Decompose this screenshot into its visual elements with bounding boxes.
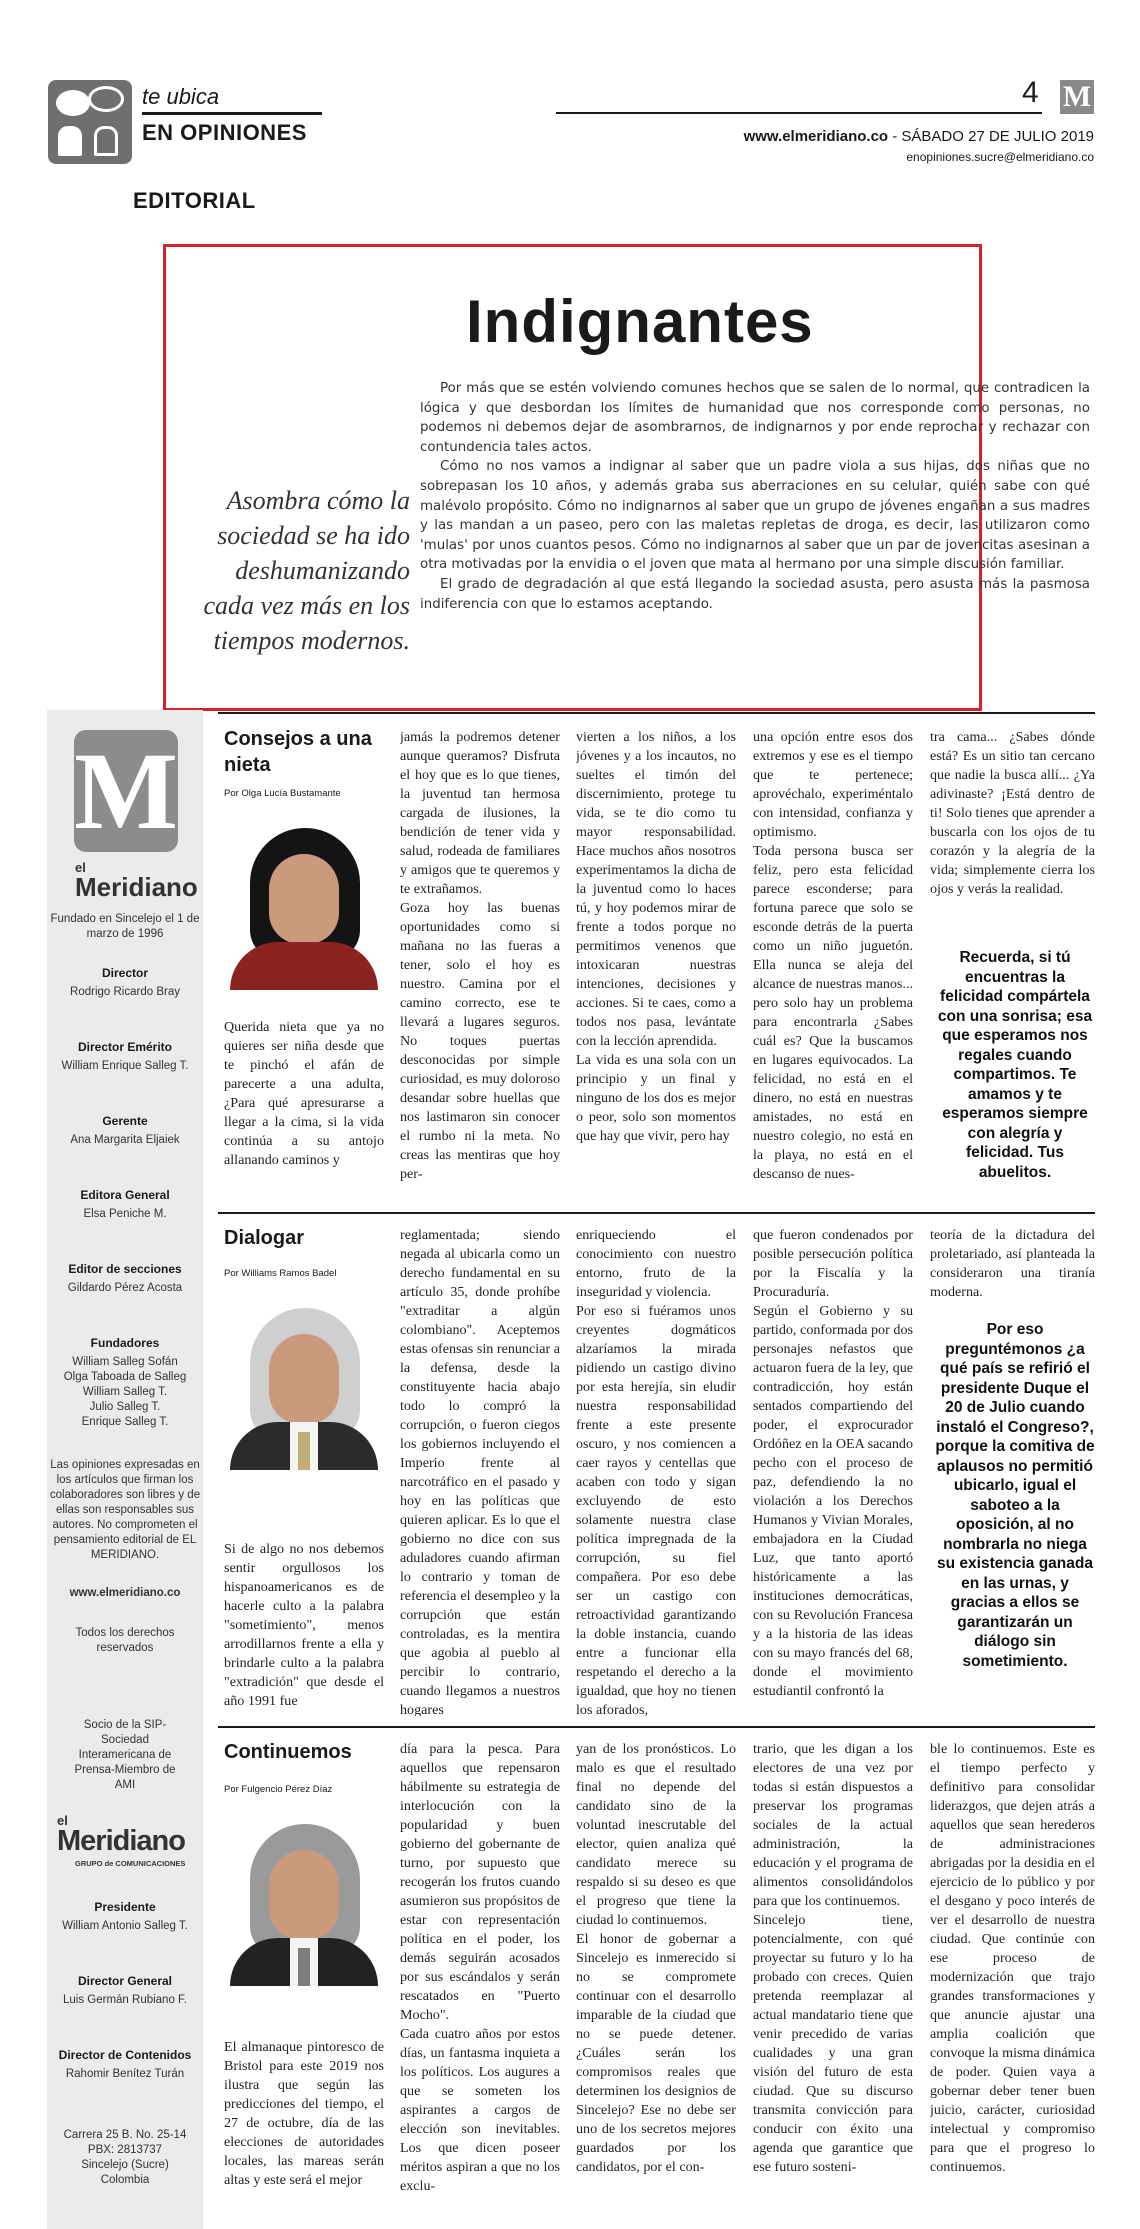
staff-manager	[49, 1114, 201, 1148]
article-byline: Por Fulgencio Pérez Díaz	[224, 1784, 333, 1795]
page-number: 4	[1022, 76, 1039, 109]
page-date-line	[556, 128, 1094, 145]
staff-names: Ana Margarita Eljaiek	[70, 1134, 180, 1146]
site-url[interactable]: www.elmeridiano.co	[743, 128, 889, 145]
staff-role: Presidente	[94, 1900, 156, 1914]
staff-role: Editor de secciones	[68, 1262, 182, 1276]
article-pull-quote: Por eso preguntémonos ¿a qué país se refirió el presidente Duque el 20 de Julio cuando instaló el Congreso?, porque la comitiva de aplausos no permitió ubicarlo, igual el saboteo a la oposición, al no nombrarla no niega su existencia ganada en las urnas, y gracias a ellos se garantizarán un diálogo sin sometimiento.	[935, 1321, 1095, 1670]
staff-director-emeritus	[49, 1040, 201, 1074]
staff-director	[49, 966, 201, 1000]
staff-content-director	[49, 2048, 201, 2082]
article-column: una opción entre esos dos extremos y ese es el tiempo que te pertenece; aprovéchalo, experiméntalo con intensidad, confianza y optimismo. Toda persona busca ser feliz, pero esta felicidad parece esconderse; para fortuna parece que solo se esconde detrás de la puerta como un niño juguetón. Ella nunca se aleja del alcance de nuestras manos... pero solo hay un problema para encontrarla ¿Sabes cuál es? Que la buscamos en lugares equivocados. La felicidad, no está en el dinero, no está en nuestras amistades, no está en nuestro colegio, no está en la playa, no está en el descanso de nues-	[753, 729, 913, 1182]
staff-president	[49, 1900, 201, 1934]
article-title: Consejos a una nieta	[224, 728, 372, 776]
staff-role: Director	[101, 966, 148, 980]
editorial-paragraph: El grado de degradación al que está llegando la sociedad asusta, pero asusta más la pasmosa indiferencia con que lo estamos aceptando.	[420, 576, 1090, 612]
staff-role: Gerente	[102, 1114, 148, 1128]
masthead-website[interactable]: www.elmeridiano.co	[69, 1587, 181, 1599]
staff-role: Fundadores	[90, 1336, 160, 1350]
editorial-paragraph: Por más que se estén volviendo comunes hechos que se salen de lo normal, que contradicen la lógica y que desbordan los límites de humanidad que nos corresponde como personas, no podemos ni debemos dejar de asombrarnos, de indignarnos y por ende reprochar y rechazar con contundencia tales actos.	[420, 381, 1090, 455]
article-column: tra cama... ¿Sabes dónde está? Es un sitio tan cercano que nadie la busca allí... ¿Ya adivinaste? ¡Está dentro de ti! Solo tienes que aprender a buscarla con los ojos de tu corazón y la alegría de la vida; simplemente cierra los ojos y verás la realidad.	[930, 729, 1095, 897]
article-title: Continuemos	[224, 1741, 352, 1763]
staff-section-editor	[49, 1262, 201, 1296]
staff-general-director	[49, 1974, 201, 2008]
newspaper-logo-icon: M	[1060, 80, 1094, 114]
article-pull-quote: Recuerda, si tú encuentras la felicidad compártela con una sonrisa; esa que esperamos nos regales cuando compartimos. Te amamos y te esperamos siempre con alegría y felicidad. Tus abuelitos.	[937, 949, 1093, 1181]
disclaimer: Las opiniones expresadas en los artículos que firman los colaboradores son libres y de ellas son responsables sus autores. No comprometen el pensamiento editorial de EL MERIDIANO.	[49, 1459, 201, 1561]
group-brand-sub: GRUPO de COMUNICACIONES	[75, 1859, 186, 1868]
staff-editor	[49, 1188, 201, 1222]
section-title: EDITORIAL	[133, 188, 256, 213]
tagline-divider	[142, 112, 322, 115]
masthead-brand-prefix: el	[75, 860, 86, 875]
article-column: reglamentada; siendo negada al ubicarla como un derecho fundamental en su artículo 35, donde prohíbe "extraditar a algún colombiano". Aceptemos estas ofensas sin renunciar a la defensa, desde la constituyente hacia abajo todo lo compró la corrupción, o fueron ciegos los gobiernos incluyendo el Imperio frente al narcotráfico en el pasado y hoy en las políticas que quieren aplicar. Es lo que el gobierno no dice con sus aduladores cuando afirman lo contrario y toman de referencia el desempleo y la corrupción que están controladas, es la mentira que agobia al pueblo al percibir lo contrario, cuando llegamos a nuestros hogares	[400, 1227, 560, 1716]
author-photo	[224, 1816, 384, 1986]
article-column: vierten a los niños, a los jóvenes y a los incautos, no sueltes el timón del discernimiento, protege tu vida, se te dio como tu mayor responsabilidad. Hace muchos años nosotros experimentamos la dicha de la juventud como lo haces tú, y hoy podemos mirar de frente a todos porque no permitimos venenos que intoxicaran nuestras intenciones, decisiones y acciones. Si te caes, como a todos nos pasa, levántate con la lección aprendida. La vida es una sola con un principio y un final y ninguno de los dos es mejor o peor, solo son momentos que hay que vivir, pero hay	[576, 729, 736, 1144]
header-rule	[556, 112, 1042, 114]
founded-note: Fundado en Sincelejo el 1 de marzo de 1996	[50, 913, 200, 940]
section-tagline: te ubica	[142, 84, 220, 109]
staff-names: William Antonio Salleg T.	[62, 1920, 188, 1932]
article-column: ble lo continuemos. Este es el tiempo perfecto y definitivo para consolidar liderazgos, que dejen atrás a aquellos que sean herederos de administraciones abrigadas por la desidia en el ejercicio de lo público y por el desgano y poco interés de ver el desarrollo de nuestra ciudad. Que continúe con ese proceso de modernización que trajo grandes transformaciones y que anuncie ajustar una amplia coalición que convoque la misma dinámica de poder. Quien vaya a gobernar deber tener buen juicio, carácter, curiosidad intelectual y compromiso para que el progreso lo continuemos.	[930, 1741, 1095, 2175]
staff-names: Luis Germán Rubiano F.	[62, 1994, 187, 2006]
article-column: Si de algo no nos debemos sentir orgullosos los hispanoamericanos es de hacerle culto a la palabra "sometimiento", menos arrodillarnos frente a ella y brindarle culto a la palabra "extradición" que desde el año 1991 fue	[224, 1541, 384, 1709]
staff-names: Rodrigo Ricardo Bray	[70, 986, 180, 998]
masthead-logo-icon: M	[74, 730, 178, 852]
article-column: día para la pesca. Para aquellos que repensaron hábilmente su estrategia de interlocución con la popularidad y buen gobierno del gobernante de turno, por supuesto que recogerán los frutos cuando asumieron sus propósitos de estar con representación política en el poder, los demás seguirán acosados por sus escándalos y serán rescatados en "Puerto Mocho". Cada cuatro años por estos días, un fantasma inquieta a los políticos. Los augures a que se someten los aspirantes a cargos de elección son inevitables. Los que dicen poseer méritos aspiran a que no los exclu-	[400, 1741, 560, 2194]
staff-names: Elsa Peniche M.	[83, 1208, 167, 1220]
article-column: que fueron condenados por posible persecución política por la Fiscalía y la Procuraduría. Según el Gobierno y su partido, conformada por dos personajes nefastos que actuaron fuera de la ley, que contradicción, hoy están sentados compartiendo del poder, el exprocurador Ordóñez en la OEA sacando pecho con el proceso de paz, defendiendo la no violación a los Derechos Humanos y Vivian Morales, embajadora en la Ciudad Luz, que tanto aportó históricamente a las instituciones democráticas, con su Revolución Francesa y a la historia de las ideas con su mayo francés del 68, donde el movimiento estudiantil confrontó la	[753, 1227, 913, 1699]
staff-role: Director Emérito	[77, 1040, 173, 1054]
staff-names: Rahomir Benítez Turán	[65, 2068, 185, 2080]
masthead-brand-name: Meridiano	[75, 872, 198, 902]
staff-names: Gildardo Pérez Acosta	[67, 1282, 183, 1294]
opinion-section-icon	[48, 80, 132, 164]
staff-names: William Enrique Salleg T.	[61, 1060, 189, 1072]
article-column: trario, que les digan a los electores de una vez por todas si están dispuestos a preservar los programas sociales de la actual administración, la educación y el programa de alimentos consolidándolos para que los continuemos. Sincelejo tiene, potencialmente, con qué proyectar su futuro y lo ha probado con creces. Quien pretenda reemplazar al actual mandatario tiene que venir precedido de varias cualidades y una gran visión del futuro de esta ciudad. Que su discurso transmita convicción para conducir con éxito una agenda que garantice que ese futuro sosteni-	[753, 1741, 913, 2175]
article-column: jamás la podremos detener aunque queramos? Disfruta el hoy que es lo que tienes, la juventud tan hermosa cargada de ilusiones, la bendición de tener vida y salud, rodeada de familiares y amigos que te queremos y te extrañamos. Goza hoy las buenas oportunidades como si mañana no las fueras a tener, solo el hoy es nuestro. Camina por el camino correcto, ese te llevará a lugares seguros. No toques puertas desconocidas por simple curiosidad, es muy doloroso desandar sobre huellas que nos lastimaron sin conocer el rumbo ni la meta. No creas las mentiras que hoy per-	[400, 729, 560, 1182]
article-column: teoría de la dictadura del proletariado, así planteada la consideraron una tiranía moderna.	[930, 1227, 1095, 1300]
group-brand-name: Meridiano	[57, 1825, 185, 1857]
editorial-title: Indignantes	[466, 288, 814, 355]
article-title: Dialogar	[224, 1227, 305, 1249]
author-photo	[224, 1300, 384, 1470]
article-byline: Por Williams Ramos Badel	[224, 1268, 337, 1279]
staff-role: Director de Contenidos	[58, 2048, 192, 2062]
staff-role: Director General	[77, 1974, 173, 1988]
article-column: yan de los pronósticos. Lo malo es que el resultado final no depende del candidato sino de la voluntad inescrutable del elector, quien analiza qué candidato merece su respaldo si su deseo es que el progreso que tiene la ciudad lo continuemos. El honor de gobernar a Sincelejo es inmerecido si no se compromete continuar con el desarrollo imparable de la ciudad que no se puede detener. ¿Cuáles serán los compromisos reales que determinen los designios de Sincelejo? Ese no debe ser uno de los secretos mejores guardados por los candidatos, por el con-	[576, 1741, 736, 2175]
rights-note: Todos los derechos reservados	[75, 1627, 175, 1654]
staff-role: Editora General	[80, 1188, 170, 1202]
editorial-paragraph: Cómo no nos vamos a indignar al saber que un padre viola a sus hijas, dos niñas que no sobrepasan los 10 años, y además graba sus aberraciones en su celular, quién sabe con qué malévolo propósito. Cómo no indignarnos al saber que un grupo de jóvenes engañan a sus madres y las mandan a un paseo, pero con las maletas repletas de droga, es decir, las utilizaron como 'mulas' por unos cuantos pesos. Cómo no indignarnos al saber que un par de jovencitas asesinan a otra motivadas por la envidia o el joven que mata al hermano por una simple discusión familiar.	[420, 459, 1090, 573]
address: Carrera 25 B. No. 25-14 PBX: 2813737 Sincelejo (Sucre) Colombia	[63, 2129, 187, 2186]
article-byline: Por Olga Lucía Bustamante	[224, 788, 341, 799]
author-photo	[224, 820, 384, 990]
article-column: enriqueciendo el conocimiento con nuestro entorno, fruto de la inseguridad y violencia. Por eso si fuéramos unos creyentes dogmáticos alzaríamos la mirada pidiendo un castigo divino por esta herejía, sin eludir nuestra responsabilidad frente a este presente oscuro, y nos comiencen a caer rayos y centellas que acaben con todo y sigan excluyendo de esto solamente nuestra clase política impregnada de la corrupción, su fiel compañera. Por eso debe ser un castigo con retroactividad garantizando la doble instancia, cuando entre a funcionar ella respetando el derecho a la igualdad, que hoy no tienen los aforados,	[576, 1227, 736, 1716]
article-divider	[218, 712, 1095, 714]
masthead-sidebar	[47, 710, 203, 2229]
article-column: El almanaque pintoresco de Bristol para este 2019 nos ilustra que según las predicciones del tiempo, el 27 de octubre, día de las elecciones de autoridades locales, las mareas serán altas y este será el mejor	[224, 2039, 384, 2188]
group-brand-prefix: el	[57, 1813, 68, 1828]
article-column: Querida nieta que ya no quieres ser niña desde que te pinchó el afán de parecerte a una adulta, ¿Para qué apresurarse a llegar a la cima, si la vida continúa a su antojo allanando caminos y	[224, 1019, 384, 1168]
section-email[interactable]: enopiniones.sucre@elmeridiano.co	[906, 150, 1094, 164]
article-divider	[218, 1212, 1095, 1214]
staff-names: William Salleg Sofán Olga Taboada de Salleg William Salleg T. Julio Salleg T. Enrique Salleg T.	[63, 1356, 187, 1428]
staff-founders	[49, 1336, 201, 1430]
edition-date: - SÁBADO 27 DE JULIO 2019	[888, 128, 1094, 145]
editorial-body	[420, 379, 1090, 614]
editorial-pull-quote: Asombra cómo la sociedad se ha ido deshumanizando cada vez más en los tiempos modernos.	[203, 486, 410, 655]
article-divider	[218, 1726, 1095, 1728]
editorial-box	[163, 244, 1090, 711]
membership-note: Socio de la SIP-Sociedad Interamericana de Prensa-Miembro de AMI	[74, 1719, 176, 1791]
section-name: EN OPINIONES	[142, 120, 307, 145]
